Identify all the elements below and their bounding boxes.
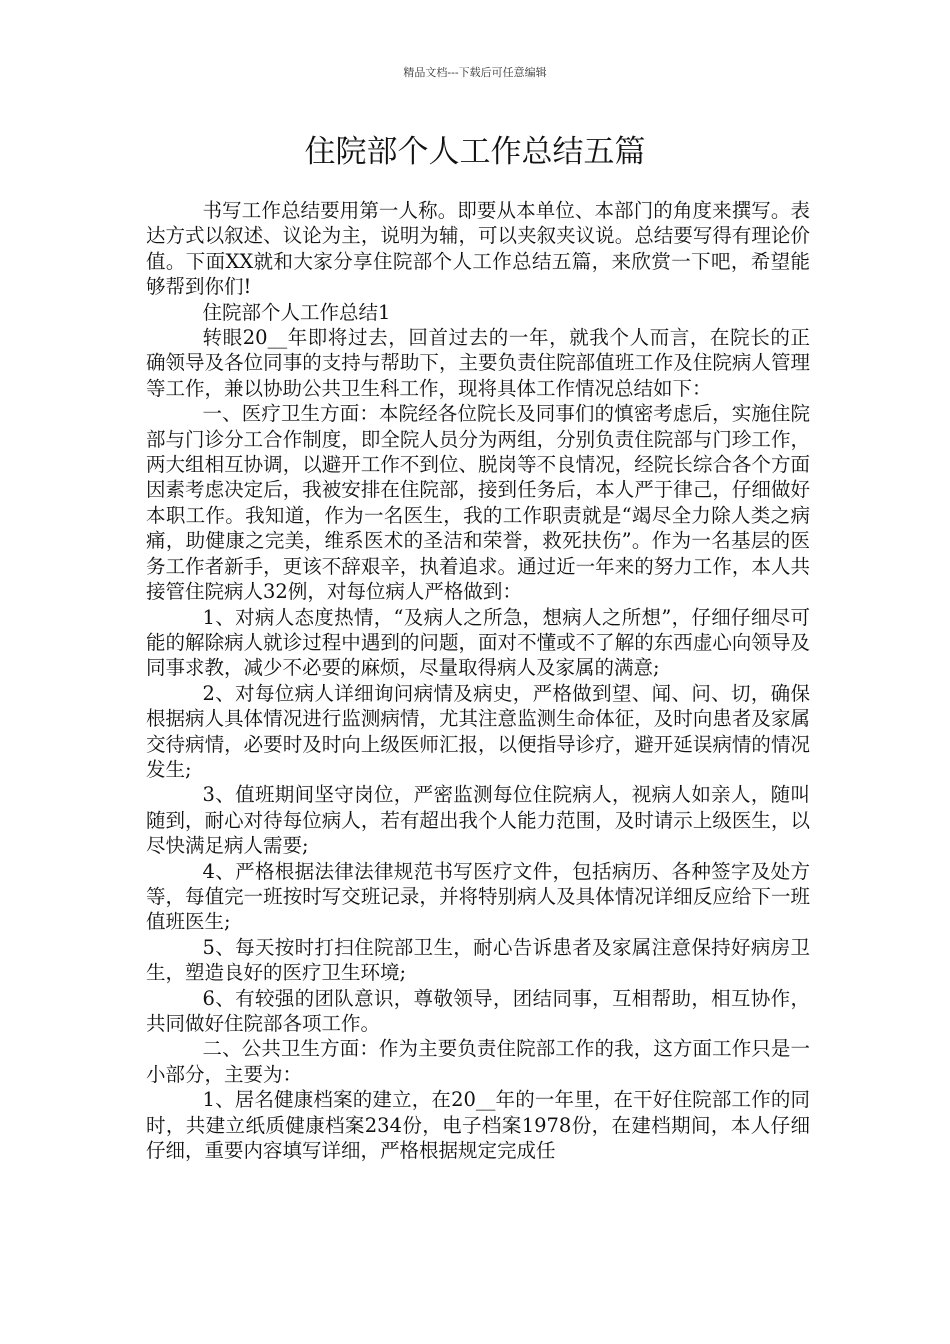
list-item: 1、对病人态度热情，“及病人之所急，想病人之所想”，仔细仔细尽可能的解除病人就诊过程中遇到的问题，面对不懂或不了解的东西虚心向领导及同事求教，减少不必要的麻烦，尽量取得病人及家属的满意; xyxy=(146,605,810,680)
list-item: 5、每天按时打扫住院部卫生，耐心告诉患者及家属注意保持好病房卫生，塑造良好的医疗卫生环境; xyxy=(146,935,810,985)
paragraph: 一、医疗卫生方面：本院经各位院长及同事们的慎密考虑后，实施住院部与门诊分工合作制度，即全院人员分为两组，分别负责住院部与门珍工作，两大组相互协调，以避开工作不到位、脱岗等不良情况，经院长综合各个方面因素考虑决定后，我被安排在住院部，接到任务后，本人严于律己，仔细做好本职工作。我知道，作为一名医生，我的工作职责就是“竭尽全力除人类之病痛，助健康之完美，维系医术的圣洁和荣誉，救死扶伤”。作为一名基层的医务工作者新手，更该不辞艰辛，执着追求。通过近一年来的努力工作，本人共接管住院病人32例，对每位病人严格做到： xyxy=(146,402,810,604)
section-heading: 住院部个人工作总结1 xyxy=(202,300,391,324)
paragraph-intro: 书写工作总结要用第一人称。即要从本单位、本部门的角度来撰写。表达方式以叙述、议论为主，说明为辅，可以夹叙夹议说。总结要写得有理论价值。下面XX就和大家分享住院部个人工作总结五篇，来欣赏一下吧，希望能够帮到你们! xyxy=(146,199,810,299)
paragraph: 转眼20__年即将过去，回首过去的一年，就我个人而言，在院长的正确领导及各位同事的支持与帮助下，主要负责住院部值班工作及住院病人管理等工作，兼以协助公共卫生科工作，现将具体工作情况总结如下： xyxy=(146,326,810,400)
paragraph: 二、公共卫生方面：作为主要负责住院部工作的我，这方面工作只是一小部分，主要为： xyxy=(146,1037,810,1086)
list-item: 3、值班期间坚守岗位，严密监测每位住院病人，视病人如亲人，随叫随到，耐心对待每位病人，若有超出我个人能力范围，及时请示上级医生，以尽快满足病人需要; xyxy=(146,783,810,858)
document-title: 住院部个人工作总结五篇 xyxy=(304,134,646,170)
list-item: 4、严格根据法律法律规范书写医疗文件，包括病历、各种签字及处方等，每值完一班按时写交班记录，并将特别病人及具体情况详细反应给下一班值班医生; xyxy=(146,859,810,934)
document-body xyxy=(146,198,810,1163)
page-header: 精品文档---下载后可任意编辑 xyxy=(403,66,547,79)
list-item: 1、居名健康档案的建立，在20__年的一年里，在干好住院部工作的同时，共建立纸质健康档案234份，电子档案1978份，在建档期间，本人仔细仔细，重要内容填写详细，严格根据规定完成任 xyxy=(146,1088,810,1163)
list-item: 6、有较强的团队意识，尊敬领导，团结同事，互相帮助，相互协作，共同做好住院部各项工作。 xyxy=(146,986,810,1035)
list-item: 2、对每位病人详细询问病情及病史，严格做到望、闻、问、切，确保根据病人具体情况进行监测病情，尤其注意监测生命体征，及时向患者及家属交待病情，必要时及时向上级医师汇报，以便指导诊疗，避开延误病情的情况发生; xyxy=(146,681,810,781)
